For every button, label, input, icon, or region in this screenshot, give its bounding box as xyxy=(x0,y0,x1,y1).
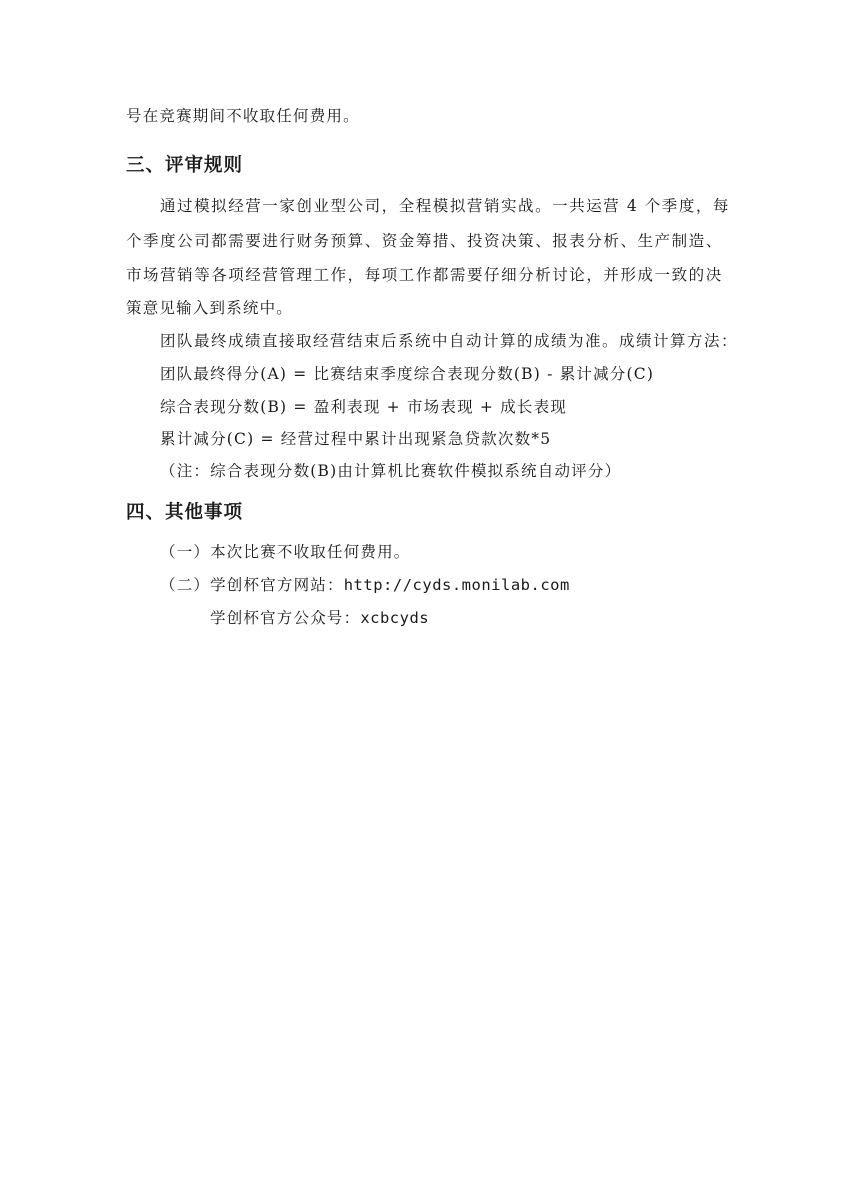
formula-b-text: 综合表现分数(B) = 盈利表现 + 市场表现 + 成长表现 xyxy=(160,398,568,416)
section-3-heading: 三、评审规则 xyxy=(126,155,244,176)
wechat-label: 学创杯官方公众号： xyxy=(210,609,361,627)
paragraph-line: 通过模拟经营一家创业型公司，全程模拟营销实战。一共运营 4 个季度，每 xyxy=(160,197,730,215)
website-label: （二）学创杯官方网站： xyxy=(160,576,344,594)
paragraph-line: 市场营销等各项经营管理工作，每项工作都需要仔细分析讨论，并形成一致的决 xyxy=(126,266,723,284)
intro-tail-text: 号在竞赛期间不收取任何费用。 xyxy=(126,107,360,125)
website-url: http://cyds.monilab.com xyxy=(343,576,570,594)
item-1-text: （一）本次比赛不收取任何费用。 xyxy=(160,543,411,561)
paragraph-line: 策意见输入到系统中。 xyxy=(126,299,294,317)
formula-a-text: 团队最终得分(A) = 比赛结束季度综合表现分数(B) - 累计减分(C) xyxy=(160,365,655,383)
formula-c-text: 累计减分(C) = 经营过程中累计出现紧急贷款次数*5 xyxy=(160,430,552,448)
score-intro-text: 团队最终成绩直接取经营结束后系统中自动计算的成绩为准。成绩计算方法： xyxy=(160,332,739,350)
note-text: （注：综合表现分数(B)由计算机比赛软件模拟系统自动评分） xyxy=(160,462,622,480)
wechat-account: xcbcyds xyxy=(360,609,430,627)
paragraph-line: 个季度公司都需要进行财务预算、资金筹措、投资决策、报表分析、生产制造、 xyxy=(126,232,723,250)
item-2-sub-line xyxy=(210,608,429,628)
section-4-heading: 四、其他事项 xyxy=(126,502,244,523)
item-2-line xyxy=(160,575,570,595)
